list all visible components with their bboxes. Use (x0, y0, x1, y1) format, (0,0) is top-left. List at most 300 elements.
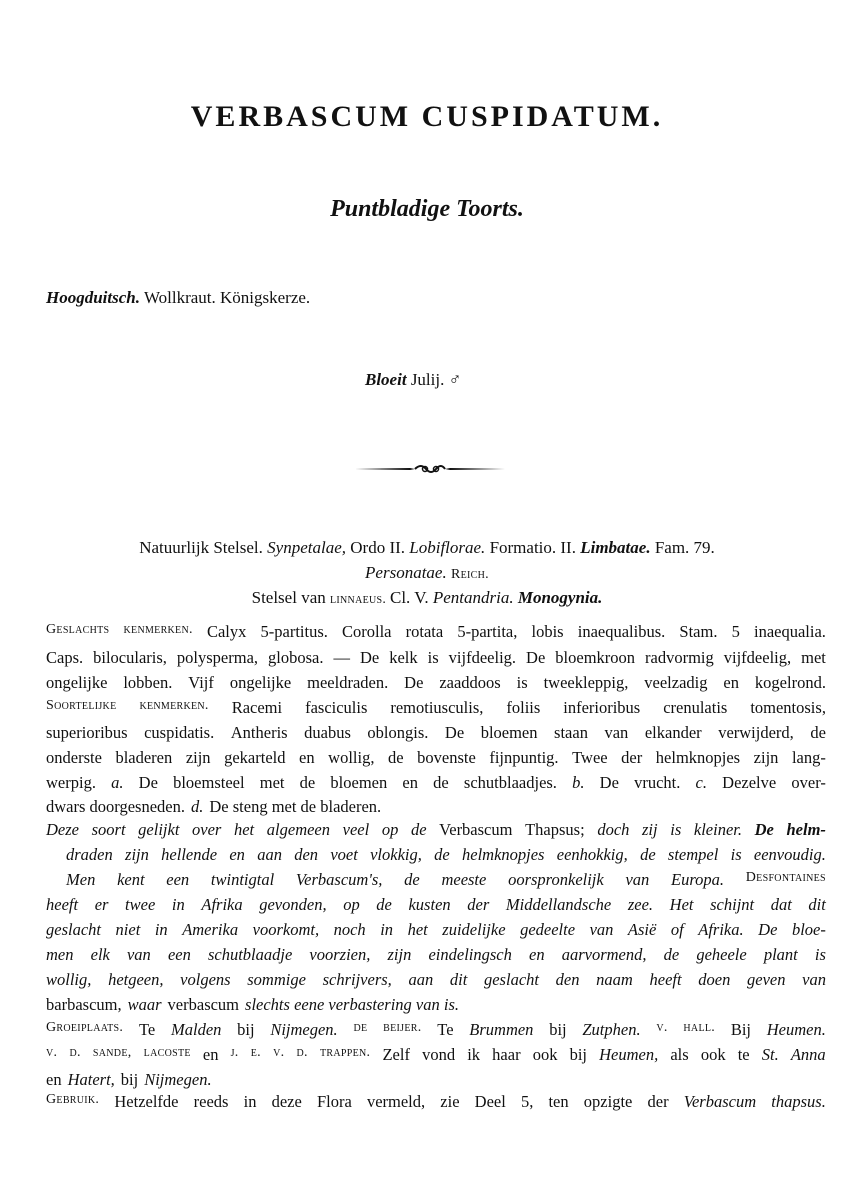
text-segment: Te (138, 1020, 156, 1039)
text-segment: lobis (531, 622, 564, 641)
text-segment: stempel (667, 845, 719, 864)
text-segment: schijnt (710, 895, 755, 914)
text-line (46, 622, 826, 642)
text-line (46, 820, 826, 840)
text-segment: van (126, 945, 151, 964)
text-segment: is (427, 648, 439, 667)
text-segment: in (243, 1092, 257, 1111)
text-segment: is (670, 820, 682, 839)
text-segment: Europa. (671, 870, 725, 889)
text-segment: lacoste (143, 1045, 191, 1060)
text-segment: de (640, 845, 656, 864)
text-segment: Deel (474, 1092, 506, 1111)
text-segment: Asië (627, 920, 657, 939)
text-segment: der (621, 748, 643, 767)
text-segment: Nijmegen. (144, 1070, 212, 1089)
text-segment: Verbascum's, (295, 870, 383, 889)
text-segment: aan (257, 845, 282, 864)
text-segment: fasciculis (305, 698, 368, 717)
text-segment: met (259, 773, 285, 792)
text-segment: geslacht (483, 970, 539, 989)
german-names (46, 288, 310, 308)
text-segment: kogelrond. (754, 673, 826, 692)
text-line (46, 748, 826, 768)
text-segment: zij (642, 820, 658, 839)
text-segment: De (444, 723, 465, 742)
text-segment: meeste (441, 870, 487, 889)
text-segment: draden (66, 845, 113, 864)
text-segment: Het (669, 895, 694, 914)
text-segment: voorzien, (309, 945, 371, 964)
text-segment: lang- (791, 748, 826, 767)
text-segment: geheele (696, 945, 747, 964)
text-segment: staan (554, 723, 588, 742)
text-segment: superioribus (46, 723, 128, 742)
flowering-label: Bloeit (365, 370, 407, 389)
text-segment: der (467, 895, 490, 914)
text-segment: zijn (125, 845, 149, 864)
text-segment: twee (125, 895, 156, 914)
text-segment: bloemen (480, 723, 538, 742)
text-segment: bij (549, 1020, 567, 1039)
text-segment: v. (46, 1045, 58, 1060)
text-segment: en (46, 1070, 62, 1089)
text-segment: Verbascum (683, 1092, 757, 1111)
text-segment: ik (467, 1045, 481, 1064)
text-segment: schrijvers, (322, 970, 392, 989)
text-segment: Zelf (382, 1045, 410, 1064)
text-segment: sande, (92, 1045, 132, 1060)
text-segment: eenhokkig, (556, 845, 628, 864)
text-segment: wollig, (328, 748, 375, 767)
text-segment: verwijderd, (718, 723, 794, 742)
text-segment: Fam. 79. (654, 538, 715, 557)
text-segment: slechts eene verbastering van is. (245, 995, 460, 1014)
text-segment: lobben. (123, 673, 173, 692)
text-segment: men (46, 945, 74, 964)
text-segment: vijfdeelig, (723, 648, 792, 667)
text-segment: Corolla (342, 622, 392, 641)
text-segment: heeft (649, 970, 682, 989)
text-segment: schutblaadje (207, 945, 293, 964)
text-segment: Racemi (231, 698, 283, 717)
text-segment: Monogynia. (517, 588, 603, 607)
text-segment: Malden (170, 1020, 222, 1039)
classification-line (0, 538, 854, 558)
text-segment: voorkomt, (252, 920, 320, 939)
text-segment: geven (747, 970, 786, 989)
text-segment: globosa. (268, 648, 324, 667)
text-segment: het (407, 920, 428, 939)
text-segment: inaequalibus. (577, 622, 666, 641)
text-line (46, 1070, 826, 1090)
text-segment: foliis (506, 698, 541, 717)
text-segment: Calyx (206, 622, 247, 641)
text-segment: Pentandria. (432, 588, 518, 607)
text-segment: Soortelijke (46, 698, 117, 713)
text-segment: over- (791, 773, 826, 792)
text-segment: is (730, 845, 742, 864)
text-segment: gedeelte (520, 920, 576, 939)
text-segment: de (433, 773, 449, 792)
text-segment: tomentosis, (750, 698, 826, 717)
text-segment: Personatae. (365, 563, 451, 582)
text-segment: opzigte (583, 1092, 633, 1111)
text-segment: en (229, 845, 245, 864)
text-segment: elk (90, 945, 110, 964)
text-segment: van (589, 920, 614, 939)
text-segment: verbascum (167, 995, 240, 1014)
text-segment: bloemen (330, 773, 388, 792)
text-segment: kenmerken. (123, 622, 193, 637)
text-segment: zaaddoos (439, 673, 501, 692)
text-segment: de (810, 723, 826, 742)
text-segment: — (333, 648, 350, 667)
text-segment: en (202, 1045, 219, 1064)
text-segment: oorspronkelijk (508, 870, 604, 889)
text-segment: d. (191, 797, 204, 816)
text-segment: Deze (46, 820, 79, 839)
text-segment: bloemkroon (555, 648, 636, 667)
text-segment: dwars doorgesneden. (46, 797, 185, 816)
text-segment: twintigtal (210, 870, 275, 889)
text-segment: het (233, 820, 255, 839)
text-segment: voet (330, 845, 358, 864)
text-segment: 5, (520, 1092, 534, 1111)
text-segment: zijn (753, 748, 779, 767)
text-segment: De (758, 920, 778, 939)
text-segment: bij (120, 1070, 139, 1089)
text-segment: en (723, 673, 739, 692)
text-segment: elkander (644, 723, 702, 742)
text-segment: linnaeus. (330, 592, 390, 607)
text-segment: kenmerken. (139, 698, 209, 713)
text-segment: geslacht (46, 920, 101, 939)
text-segment: De (138, 773, 158, 792)
text-line (46, 648, 826, 668)
text-segment: en (529, 945, 545, 964)
text-segment: aarvormend, (561, 945, 647, 964)
text-segment: Zutphen. (582, 1020, 641, 1039)
text-segment: gelijkt (138, 820, 180, 839)
text-line (46, 797, 826, 817)
text-segment: Dezelve (722, 773, 777, 792)
text-segment: Thapsus; (525, 820, 585, 839)
text-segment: zee. (627, 895, 654, 914)
text-segment: polysperma, (176, 648, 259, 667)
text-segment: Flora (316, 1092, 352, 1111)
text-segment: fijnpuntig. (489, 748, 559, 767)
text-line (46, 1020, 826, 1040)
german-names-text: Wollkraut. Königskerze. (143, 288, 311, 307)
text-segment: Antheris (230, 723, 288, 742)
text-segment: met (801, 648, 826, 667)
text-segment: hall. (683, 1020, 716, 1035)
text-segment: veel (342, 820, 370, 839)
text-segment: kusten (408, 895, 451, 914)
text-segment: er (94, 895, 109, 914)
text-segment: de (376, 895, 392, 914)
text-segment: en (299, 748, 315, 767)
text-segment: 5-partita, (457, 622, 518, 641)
text-segment: barbascum, (46, 995, 122, 1014)
flowering-period (365, 370, 461, 390)
text-segment: Te (437, 1020, 454, 1039)
text-segment: aan (408, 970, 434, 989)
text-segment: Afrika. (698, 920, 744, 939)
text-segment: een (166, 870, 190, 889)
text-segment: Nijmegen. (270, 1020, 338, 1039)
text-segment: Twee (572, 748, 608, 767)
text-segment: Hetzelfde (114, 1092, 179, 1111)
text-segment: rotata (405, 622, 444, 641)
text-segment: De (599, 773, 619, 792)
text-segment: de (353, 1020, 368, 1035)
text-segment: oblongis. (367, 723, 429, 742)
text-segment: bij (237, 1020, 255, 1039)
german-names-label: Hoogduitsch. (46, 288, 140, 307)
text-segment: Lobiflorae. (409, 538, 490, 557)
text-segment: De (526, 648, 546, 667)
text-segment: soort (91, 820, 126, 839)
text-segment: bij (569, 1045, 587, 1064)
text-line (46, 945, 826, 965)
text-segment: Amerika (182, 920, 239, 939)
text-segment: Formatio. II. (489, 538, 581, 557)
text-segment: duabus (304, 723, 351, 742)
text-segment: bloemsteel (173, 773, 245, 792)
text-segment: Desfontaines (745, 870, 826, 885)
text-segment: Anna (790, 1045, 826, 1064)
text-line (46, 698, 826, 718)
text-segment: op (381, 820, 399, 839)
text-line (46, 773, 826, 793)
text-line (46, 995, 826, 1015)
text-segment: thapsus. (771, 1092, 826, 1111)
text-segment: crenulatis (663, 698, 728, 717)
text-segment: ook (532, 1045, 558, 1064)
text-segment: remotiusculis, (390, 698, 484, 717)
text-segment: De (359, 648, 380, 667)
text-segment: doch (597, 820, 630, 839)
text-segment: der (647, 1092, 669, 1111)
text-segment: De (754, 820, 774, 839)
text-segment: j. (230, 1045, 239, 1060)
text-segment: c. (695, 773, 707, 792)
text-segment: doen (698, 970, 731, 989)
text-segment: vermeld, (366, 1092, 426, 1111)
text-segment: en (402, 773, 418, 792)
text-line (46, 970, 826, 990)
text-segment: den (555, 970, 580, 989)
text-segment: hellende (161, 845, 218, 864)
text-segment: niet (115, 920, 141, 939)
text-segment: vijfdeelig. (448, 648, 517, 667)
text-segment: in (154, 920, 168, 939)
text-segment: Reich. (450, 567, 489, 582)
text-segment: waar (127, 995, 162, 1014)
text-segment: helmknopjes (462, 845, 545, 864)
text-line (46, 673, 826, 693)
text-line (66, 845, 826, 865)
text-segment: een (167, 945, 191, 964)
text-segment: werpig. (46, 773, 96, 792)
text-line (46, 895, 826, 915)
text-segment: gevonden, (259, 895, 327, 914)
text-segment: Stam. (679, 622, 718, 641)
text-segment: eenvoudig. (753, 845, 826, 864)
text-segment: is (814, 945, 826, 964)
text-line (66, 870, 826, 890)
text-segment: 5-partitus. (260, 622, 328, 641)
text-segment: gekarteld (224, 748, 286, 767)
classification-line (0, 563, 854, 583)
text-segment: onderste (46, 748, 102, 767)
text-segment: e. (250, 1045, 261, 1060)
text-segment: veelzadig (644, 673, 708, 692)
text-segment: schutblaadjes. (463, 773, 557, 792)
text-segment: kent (117, 870, 145, 889)
text-segment: bovenste (417, 748, 476, 767)
text-segment: ten (548, 1092, 569, 1111)
text-segment: Limbatae. (580, 538, 655, 557)
common-name: Puntbladige Toorts. (330, 196, 524, 222)
text-segment: Synpetalae, (267, 538, 351, 557)
text-segment: van (802, 970, 826, 989)
text-segment: Caps. (46, 648, 84, 667)
text-segment: naam (596, 970, 633, 989)
text-segment: bloe- (791, 920, 826, 939)
classification-line (0, 588, 854, 608)
text-segment: den (294, 845, 319, 864)
text-segment: noch (333, 920, 366, 939)
text-segment: tweekleppig, (543, 673, 629, 692)
text-segment: ook (700, 1045, 726, 1064)
text-segment: wollig, (46, 970, 92, 989)
text-segment: reeds (193, 1092, 229, 1111)
text-segment: of (670, 920, 684, 939)
text-segment: helmknopjes (655, 748, 741, 767)
text-segment: heeft (46, 895, 79, 914)
text-segment: haar (492, 1045, 521, 1064)
text-segment: plant (763, 945, 798, 964)
text-segment: Cl. V. (390, 588, 433, 607)
text-segment: v. (273, 1045, 285, 1060)
text-segment: vond (422, 1045, 456, 1064)
text-line (46, 1045, 826, 1065)
text-segment: trappen. (319, 1045, 371, 1060)
text-segment: van (625, 870, 650, 889)
text-segment: Gebruik. (46, 1092, 100, 1107)
text-segment: kelk (389, 648, 418, 667)
text-segment: Geslachts (46, 622, 110, 637)
text-segment: De steng met de bladeren. (209, 797, 382, 816)
text-segment: de (410, 820, 427, 839)
text-segment: dat (770, 895, 792, 914)
text-segment: d. (69, 1045, 81, 1060)
text-segment: Men (66, 870, 96, 889)
text-segment: Heumen, (599, 1045, 659, 1064)
text-segment: Vijf (188, 673, 214, 692)
text-segment: Middellandsche (505, 895, 612, 914)
text-segment: Natuurlijk Stelsel. (139, 538, 268, 557)
text-segment: vrucht. (634, 773, 681, 792)
text-segment: St. (761, 1045, 779, 1064)
page-title: VERBASCUM CUSPIDATUM. (190, 100, 664, 133)
text-segment: de (388, 748, 404, 767)
text-segment: 5 (731, 622, 740, 641)
text-segment: de (663, 945, 680, 964)
text-segment: als (670, 1045, 689, 1064)
text-segment: dit (449, 970, 468, 989)
text-segment: beijer. (383, 1020, 422, 1035)
text-segment: radvormig (645, 648, 714, 667)
text-segment: ongelijke (229, 673, 292, 692)
ornament-divider (355, 462, 505, 476)
text-segment: Hatert, (67, 1070, 115, 1089)
text-line (46, 920, 826, 940)
text-segment: in (380, 920, 394, 939)
text-segment: over (192, 820, 222, 839)
text-segment: Verbascum (439, 820, 513, 839)
text-segment: Bij (730, 1020, 752, 1039)
text-line (46, 1092, 826, 1112)
text-segment: te (737, 1045, 750, 1064)
text-segment: van (604, 723, 629, 742)
text-segment: Groeiplaats. (46, 1020, 124, 1035)
text-segment: de (404, 870, 420, 889)
text-segment: is (516, 673, 528, 692)
text-segment: zie (440, 1092, 460, 1111)
text-segment: Heumen. (766, 1020, 826, 1039)
text-segment: Brummen (469, 1020, 534, 1039)
text-segment: Stelsel van (251, 588, 330, 607)
text-segment: Afrika (201, 895, 243, 914)
text-segment: volgens (180, 970, 231, 989)
text-segment: cuspidatis. (144, 723, 215, 742)
text-segment: a. (111, 773, 124, 792)
text-segment: Ordo II. (350, 538, 410, 557)
text-segment: de (434, 845, 450, 864)
flowering-text: Julij. (410, 370, 445, 389)
text-segment: deze (271, 1092, 302, 1111)
text-segment: dit (808, 895, 826, 914)
text-segment: kleiner. (693, 820, 742, 839)
text-segment: inaequalia. (754, 622, 826, 641)
text-segment: inferioribus (563, 698, 641, 717)
text-line (46, 723, 826, 743)
text-segment: sommige (247, 970, 306, 989)
text-segment: zuidelijke (442, 920, 506, 939)
text-segment: b. (572, 773, 585, 792)
text-segment: de (299, 773, 316, 792)
text-segment: zijn (387, 945, 412, 964)
text-segment: v. (656, 1020, 668, 1035)
perennial-symbol: ♂ (448, 370, 462, 389)
text-segment: helm- (786, 820, 826, 839)
text-segment: algemeen (266, 820, 331, 839)
text-segment: zijn (185, 748, 211, 767)
text-segment: d. (296, 1045, 308, 1060)
text-segment: in (171, 895, 185, 914)
text-segment: vlokkig, (370, 845, 422, 864)
text-segment: eindelingsch (428, 945, 512, 964)
text-segment: ongelijke (46, 673, 108, 692)
text-segment: op (343, 895, 360, 914)
text-segment: bilocularis, (93, 648, 167, 667)
text-segment: De (404, 673, 424, 692)
text-segment: hetgeen, (108, 970, 164, 989)
